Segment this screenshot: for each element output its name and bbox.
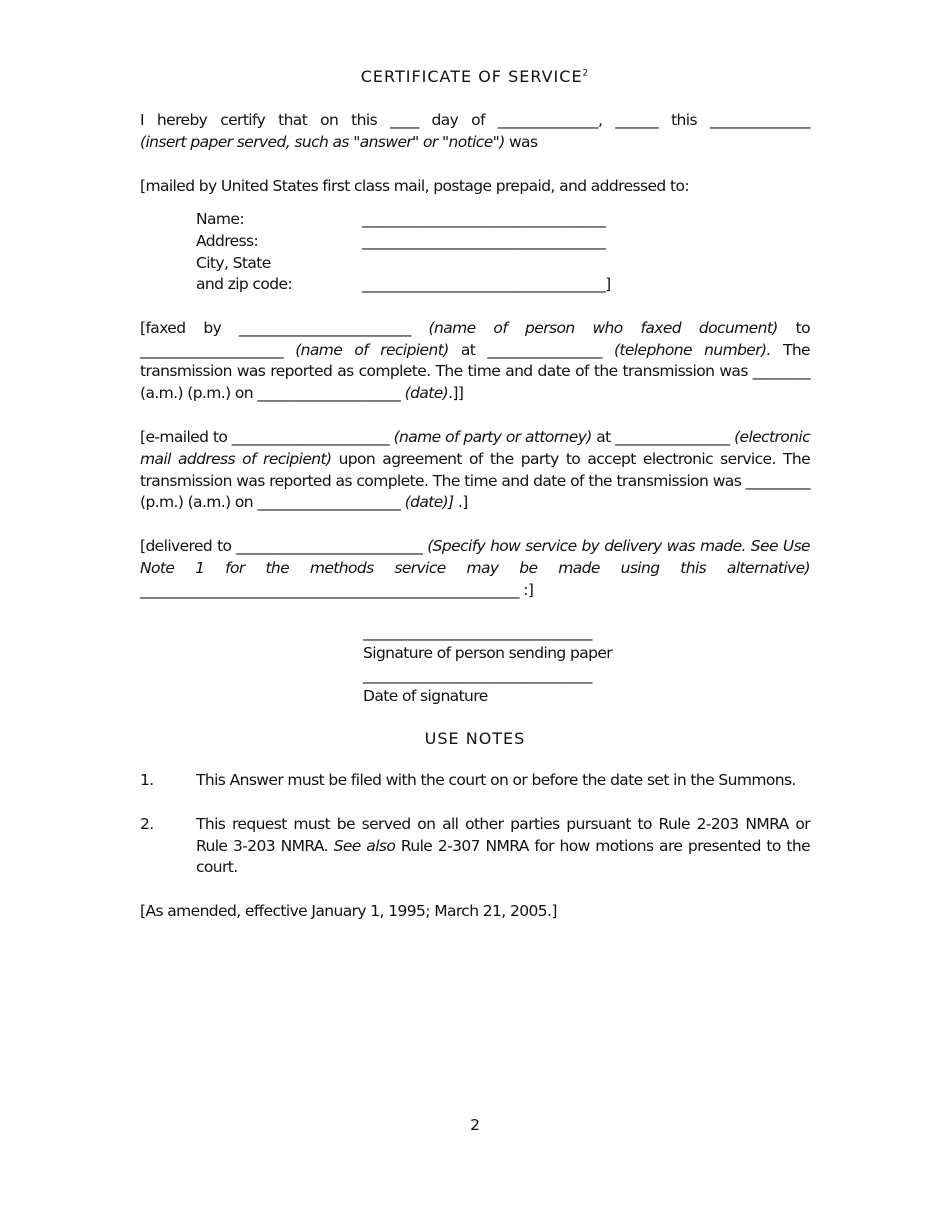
- emailed-text: .]: [457, 493, 468, 512]
- use-note-text-part: Rule 2-307 NMRA for how motions are presented to the court.: [196, 836, 811, 877]
- use-note-text: [196, 814, 810, 879]
- date-of-signature-line: ________________________________: [363, 665, 592, 684]
- faxed-paragraph: [140, 318, 810, 405]
- emailed-paragraph: [140, 427, 810, 514]
- certify-line: I hereby certify that on this ____ day of ______________, ______ this ______________: [140, 111, 810, 129]
- certificate-title: [140, 66, 810, 88]
- faxed-text: to ____________________: [140, 318, 811, 359]
- use-note-text-part: This request must be served on all other parties pursuant to Rule 2-203 NMRA or Rule 3-203 NMRA.: [196, 814, 810, 855]
- faxed-text: [faxed by ________________________: [140, 318, 411, 337]
- certify-paragraph: [140, 110, 810, 154]
- address-block: [196, 209, 810, 295]
- address-row-address: [196, 231, 810, 253]
- signature-block: [363, 622, 810, 708]
- use-note-item: [140, 814, 810, 879]
- faxed-text: The transmission was reported as complete. The time and date of the transmission was ________ (a.m.) (p.m.) on ____________________: [140, 340, 810, 403]
- emailed-italic: (electronic mail address of recipient): [140, 427, 811, 468]
- address-label: City, State: [196, 253, 271, 272]
- address-blank: __________________________________: [362, 231, 606, 250]
- faxed-italic: (telephone number).: [613, 340, 771, 359]
- amendment-note: [As amended, effective January 1, 1995; March 21, 2005.]: [140, 902, 557, 921]
- footnote-mark: 2: [582, 68, 590, 79]
- faxed-italic: (date): [404, 384, 449, 403]
- use-note-number: 1.: [140, 770, 154, 789]
- use-note-number: 2.: [140, 814, 154, 833]
- document-page: [140, 66, 810, 923]
- emailed-italic: (date)]: [404, 493, 454, 512]
- address-row-city: [196, 253, 810, 275]
- emailed-italic: (name of party or attorney): [393, 427, 592, 446]
- address-blank: [362, 253, 810, 275]
- delivered-text: [delivered to __________________________: [140, 537, 423, 556]
- page-number: 2: [470, 1116, 480, 1134]
- mailed-intro: [mailed by United States first class mail, postage prepaid, and addressed to:: [140, 176, 689, 195]
- delivered-italic: (Specify how service by delivery was made. See Use Note 1 for the methods service may be made using this alternative): [140, 537, 810, 577]
- faxed-text: at ________________: [460, 340, 602, 359]
- signature-label: Signature of person sending paper: [363, 644, 613, 663]
- faxed-italic: (name of recipient): [295, 340, 449, 359]
- use-notes-title: USE NOTES: [424, 728, 526, 748]
- faxed-italic: (name of person who faxed document): [428, 318, 778, 337]
- address-blank: __________________________________: [362, 210, 606, 229]
- use-note-see-also: See also: [333, 836, 396, 855]
- certificate-title-text: CERTIFICATE OF SERVICE: [360, 67, 583, 86]
- delivered-paragraph: [140, 536, 810, 601]
- address-row-zip: [196, 274, 810, 296]
- faxed-text: .]]: [448, 384, 464, 403]
- certify-insert-note: (insert paper served, such as "answer" or "notice"): [140, 132, 505, 151]
- address-label: Name:: [196, 210, 244, 229]
- address-blank: __________________________________]: [362, 275, 611, 294]
- emailed-text: [e-mailed to ______________________: [140, 427, 390, 446]
- address-label: Address:: [196, 231, 259, 250]
- certify-was: was: [508, 132, 538, 151]
- date-of-signature-label: Date of signature: [363, 687, 488, 706]
- use-note-text: This Answer must be filed with the court on or before the date set in the Summons.: [196, 770, 796, 789]
- use-note-item: [140, 770, 810, 792]
- signature-line: ________________________________: [363, 622, 592, 641]
- delivered-text: _____________________________________________________ :]: [140, 580, 534, 599]
- emailed-text: at ________________: [596, 427, 730, 446]
- address-label: and zip code:: [196, 275, 293, 294]
- address-row-name: [196, 209, 810, 231]
- emailed-text: upon agreement of the party to accept electronic service. The transmission was reported as complete. The time and date of the transmission was _________ (p.m.) (a.m.) on ____________________: [140, 449, 811, 512]
